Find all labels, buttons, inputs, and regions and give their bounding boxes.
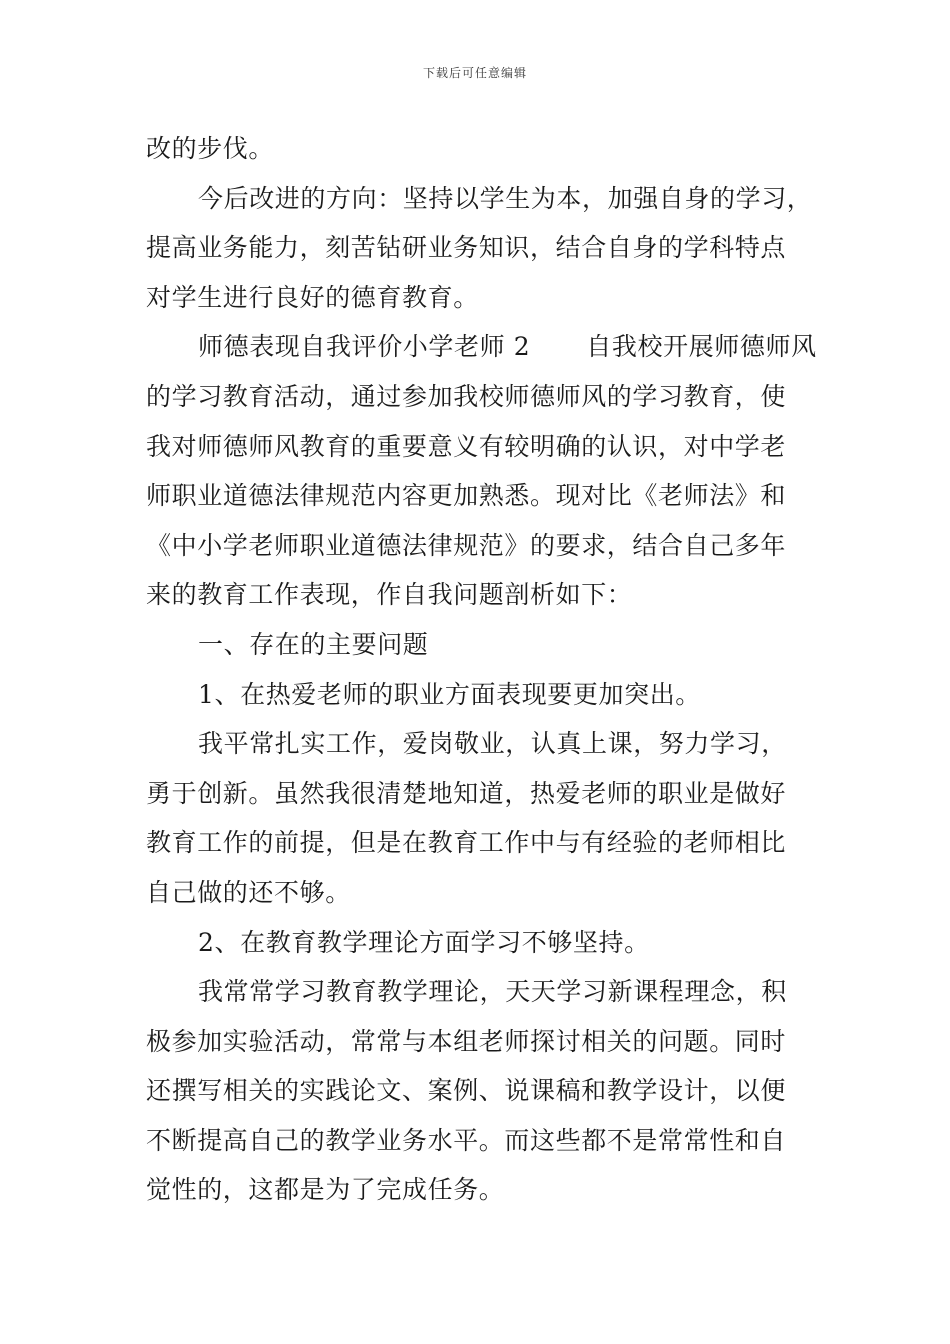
text-line: 《中小学老师职业道德法律规范》的要求，结合自己多年 — [146, 530, 787, 560]
section-title: 师德表现自我评价小学老师 2 — [198, 332, 531, 362]
text-line: 改的步伐。 — [146, 134, 275, 163]
page-header: 下载后可任意编辑 — [422, 66, 527, 80]
paragraph-start: 我平常扎实工作，爱岗敬业，认真上课，努力学习， — [198, 729, 787, 759]
subheading-line: 2、在教育教学理论方面学习不够坚持。 — [198, 927, 650, 957]
text-line: 勇于创新。虽然我很清楚地知道，热爱老师的职业是做好 — [146, 778, 787, 808]
text-line: 自己做的还不够。 — [146, 877, 351, 907]
text-line: 对学生进行良好的德育教育。 — [146, 282, 479, 312]
paragraph-start: 我常常学习教育教学理论，天天学习新课程理念，积 — [198, 977, 787, 1007]
document-body — [146, 124, 817, 1215]
text-line: 师职业道德法律规范内容更加熟悉。现对比《老师法》和 — [146, 481, 787, 511]
heading-line: 一、存在的主要问题 — [198, 629, 429, 659]
text-line: 的学习教育活动，通过参加我校师德师风的学习教育，使 — [146, 381, 787, 411]
text-line: 不断提高自己的教学业务水平。而这些都不是常常性和自 — [146, 1125, 787, 1155]
text-line: 极参加实验活动，常常与本组老师探讨相关的问题。同时 — [146, 1026, 787, 1056]
text-line: 自我校开展师德师风 — [586, 332, 817, 362]
text-line: 来的教育工作表现，作自我问题剖析如下： — [146, 580, 633, 610]
subheading-line: 1、在热爱老师的职业方面表现要更加突出。 — [198, 679, 701, 709]
text-line: 还撰写相关的实践论文、案例、说课稿和教学设计，以便 — [146, 1076, 787, 1106]
text-line: 我对师德师风教育的重要意义有较明确的认识，对中学老 — [146, 431, 787, 461]
text-line: 教育工作的前提，但是在教育工作中与有经验的老师相比 — [146, 828, 787, 858]
section-title-line — [146, 322, 817, 372]
paragraph-start: 今后改进的方向：坚持以学生为本，加强自身的学习， — [198, 183, 813, 213]
text-line: 提高业务能力，刻苦钻研业务知识，结合自身的学科特点 — [146, 233, 787, 263]
text-line: 觉性的，这都是为了完成任务。 — [146, 1175, 505, 1205]
